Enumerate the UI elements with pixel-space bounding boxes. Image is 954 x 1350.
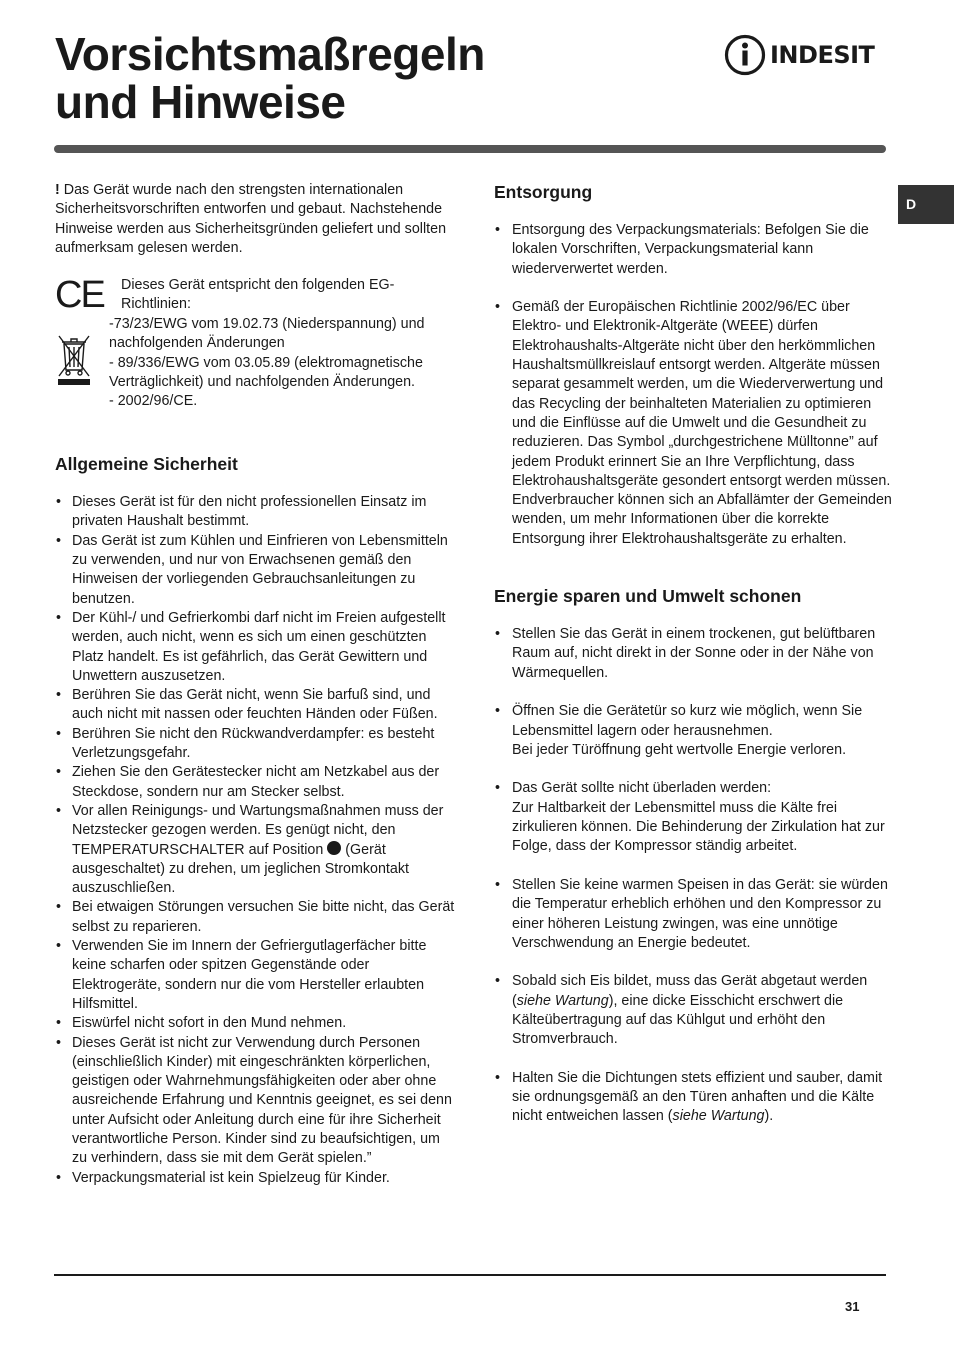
crossed-out-bin-icon: [55, 332, 93, 386]
list-item: • Berühren Sie nicht den Rückwandverdampfer: es besteht Verletzungsgefahr.: [55, 725, 455, 764]
list-item: • Stellen Sie das Gerät in einem trockenen, gut belüftbaren Raum auf, nicht direkt in der Sonne oder in der Nähe von Wärmequellen.: [494, 625, 894, 683]
list-item: • Verwenden Sie im Innern der Gefriergutlagerfächer bitte keine scharfen oder spitzen Gegenstände oder Elektrogeräte, sondern nur die vom Hersteller erlaubten Hilfsmittel.: [55, 937, 455, 1014]
page-number: 31: [845, 1299, 860, 1314]
list-item: [494, 298, 894, 549]
list-item-text: Endverbraucher können sich an Abfallämter der Gemeinden wenden, um mehr Informationen über die korrekte Entsorgung ihrer Elektrohaushaltsgeräte zu erhalten.: [512, 492, 892, 547]
list-item: • Ziehen Sie den Gerätestecker nicht am Netzkabel aus der Steckdose, sondern nur am Stecker selbst.: [55, 763, 455, 802]
cross-reference: siehe Wartung: [672, 1108, 765, 1125]
general-safety-list: [55, 493, 455, 1188]
list-item: [494, 779, 894, 856]
list-item-text: • Das Gerät sollte nicht überladen werden:: [512, 780, 772, 797]
list-item: [494, 1069, 894, 1127]
list-item: • Bei etwaigen Störungen versuchen Sie bitte nicht, das Gerät selbst zu reparieren.: [55, 898, 455, 937]
list-item: • Dieses Gerät ist für den nicht professionellen Einsatz im privaten Haushalt bestimmt.: [55, 493, 455, 532]
list-item: • Verpackungsmaterial ist kein Spielzeug für Kinder.: [55, 1169, 455, 1188]
list-item: • Dieses Gerät ist nicht zur Verwendung durch Personen (einschließlich Kinder) mit eingeschränkten körperlichen, geistigen oder Wahrnehmungsfähigkeiten oder aber ohne ausreichende Erfahrung und Kenntnis geeignet, es sei denn unter Aufsicht oder Anleitung durch eine für ihre Sicherheit verantwortliche Person. Kinder sind zu beaufsichtigen, um zu verhindern, dass sie mit dem Gerät spielen.”: [55, 1034, 455, 1169]
page-title: [55, 30, 655, 126]
list-item: • Berühren Sie das Gerät nicht, wenn Sie barfuß sind, und auch nicht mit nassen oder feuchten Händen oder Füßen.: [55, 686, 455, 725]
footer-divider: [54, 1274, 886, 1276]
list-item-text: • Gemäß der Europäischen Richtlinie 2002/96/EC über Elektro- und Elektronik-Altgeräte (WEEE) dürfen Elektrohaushalts-Altgeräte nicht über den herkömmlichen Haushaltsmüllkreislauf entsorgt werden. Altgeräte müssen separat gesammelt werden, um die Wiederverwertung und das Recycling der beinhalteten Materialien zu optimieren und die Einflüsse auf die Umwelt und die Gesundheit zu reduzieren. Das Symbol „durchgestrichene Mülltonne” auf jedem Produkt erinnert Sie an Ihre Verpflichtung, dass Elektrohaushaltsgeräte gesondert entsorgt werden müssen.: [512, 299, 891, 489]
list-item-text: Vor allen Reinigungs- und Wartungsmaßnahmen muss der Netzstecker gezogen werden. Es genügt nicht, den TEMPERATURSCHALTER auf Position: [72, 802, 444, 858]
list-item-text: ).: [764, 1108, 774, 1125]
energy-list: [494, 625, 894, 1127]
section-heading-disposal: Entsorgung: [494, 182, 593, 202]
indesit-i-icon: [724, 34, 766, 76]
section-heading-general-safety: Allgemeine Sicherheit: [55, 454, 238, 475]
page-title-line1: Vorsichtsmaßregeln: [55, 28, 485, 80]
left-column: [55, 181, 455, 1188]
brand-logo: [724, 33, 884, 77]
list-item-text: Zur Haltbarkeit der Lebensmittel muss die Kälte frei zirkulieren können. Die Behinderung der Zirkulation hat zur Folge, dass der Kompressor ständig arbeitet.: [512, 799, 885, 855]
directive-item: - 89/336/EWG vom 03.05.89 (elektromagnetische Verträglichkeit) und nachfolgenden Änderungen.: [109, 354, 423, 391]
list-item: • Eiswürfel nicht sofort in den Mund nehmen.: [55, 1014, 455, 1033]
directive-list: [109, 315, 454, 411]
page-title-line2: und Hinweise: [55, 76, 346, 128]
list-item: • Entsorgung des Verpackungsmaterials: Befolgen Sie die lokalen Vorschriften, Verpackungsmaterial kann wiederverwertet werden.: [494, 221, 894, 279]
list-item: [55, 802, 455, 898]
right-column: [494, 181, 894, 1127]
list-item: • Der Kühl-/ und Gefrierkombi darf nicht im Freien aufgestellt werden, auch nicht, wenn es sich um einen geschützten Platz handelt. Es ist gefährlich, das Gerät Gewittern und Unwettern auszusetzen.: [55, 609, 455, 686]
position-off-icon: [327, 841, 341, 855]
list-item: [494, 702, 894, 760]
warning-mark: !: [55, 182, 60, 198]
directive-item: - 2002/96/CE.: [109, 393, 198, 410]
list-item: • Das Gerät ist zum Kühlen und Einfrieren von Lebensmitteln zu verwenden, und nur von Erwachsenen gemäß den Hinweisen der vorliegenden Gebrauchsanleitungen zu benutzen.: [55, 532, 455, 609]
list-item-text: ), eine dicke Eisschicht erschwert die Kälteübertragung auf das Kühlgut und erhöht den Stromverbrauch.: [512, 992, 844, 1048]
directive-item: -73/23/EWG vom 19.02.73 (Niederspannung) und nachfolgenden Änderungen: [109, 316, 425, 352]
intro-text: Das Gerät wurde nach den strengsten internationalen Sicherheitsvorschriften entworfen und gebaut. Nachstehende Hinweise werden aus Sicherheitsgründen geliefert und sollten aufmerksam gelesen werden.: [55, 182, 447, 256]
brand-name: INDESIT: [770, 41, 875, 69]
list-item: [494, 972, 894, 1049]
disposal-list: [494, 221, 894, 549]
list-item: • Stellen Sie keine warmen Speisen in das Gerät: sie würden die Temperatur erheblich erhöhen und den Kompressor zu einer höheren Leistung zwingen, was eine unnötige Verschwendung an Energie bedeutet.: [494, 876, 894, 953]
list-item-text: Bei jeder Türöffnung geht wertvolle Energie verloren.: [512, 741, 847, 758]
list-item-text: • Öffnen Sie die Gerätetür so kurz wie möglich, wenn Sie Lebensmittel lagern oder herausnehmen.: [512, 703, 863, 739]
directive-intro: Dieses Gerät entspricht den folgenden EG-Richtlinien:: [121, 277, 395, 313]
language-tab: D: [898, 185, 954, 224]
list-item-text: Sobald sich Eis bildet, muss das Gerät abgetaut werden (: [512, 973, 868, 1009]
cross-reference: siehe Wartung: [516, 992, 609, 1009]
ce-mark-icon: CE: [55, 274, 104, 317]
section-heading-energy: Energie sparen und Umwelt schonen: [494, 586, 802, 607]
header-divider: [54, 145, 886, 153]
directive-block: [55, 276, 455, 416]
list-item-text: (Gerät ausgeschaltet) zu drehen, um jeglichen Stromkontakt auszuschließen.: [72, 841, 409, 897]
list-item-text: Halten Sie die Dichtungen stets effizient und sauber, damit sie ordnungsgemäß an den Türen anhaften und die Kälte nicht entweichen lassen (: [512, 1069, 883, 1125]
intro-paragraph: [55, 181, 455, 258]
